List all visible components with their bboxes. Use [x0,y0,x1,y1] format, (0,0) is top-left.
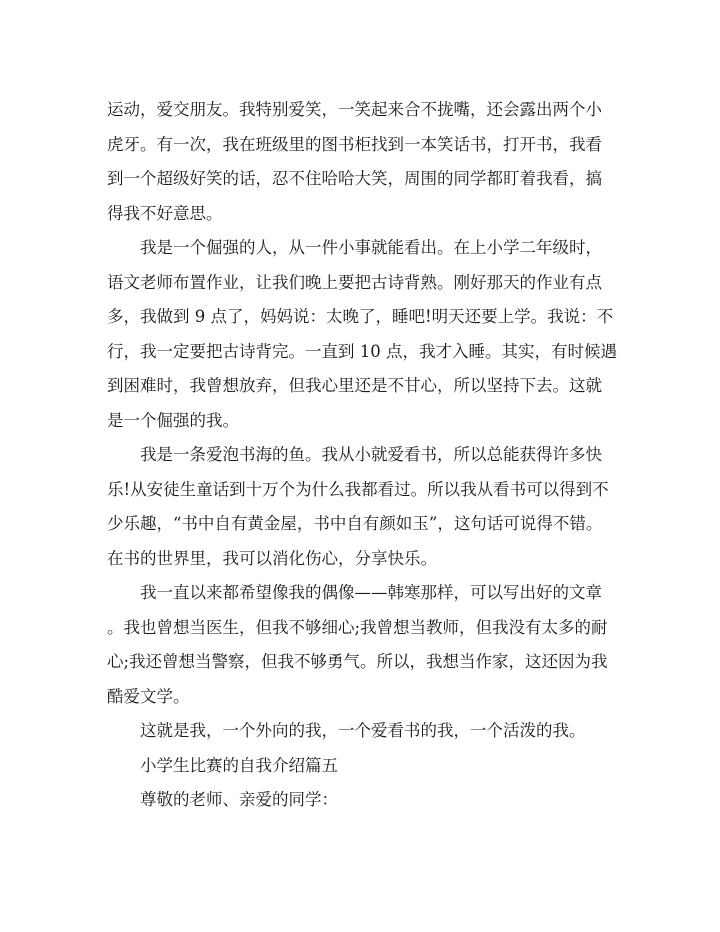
text-line: 我是一个倔强的人，从一件小事就能看出。在上小学二年级时， [140,238,602,257]
document-body [107,93,615,818]
text-line: 酷爱文学。 [107,686,190,706]
text-line: 运动，爱交朋友。我特别爱笑，一笑起来合不拢嘴，还会露出两个小 [107,100,602,119]
text-line: 少乐趣，“书中自有黄金屋，书中自有颜如玉”，这句话可说得不错。 [107,514,603,533]
text-line: 到困难时，我曾想放弃，但我心里还是不甘心，所以坚持下去。这就 [107,376,602,395]
text-line: 小学生比赛的自我介绍篇五 [140,755,338,775]
text-line: 我一直以来都希望像我的偶像——韩寒那样，可以写出好的文章 [140,583,602,602]
text-line: 尊敬的老师、亲爱的同学： [140,790,338,809]
text-line: 行，我一定要把古诗背完。一直到 10 点，我才入睡。其实，有时候遇 [107,341,617,361]
paragraph [107,714,615,749]
text-line: 语文老师布置作业，让我们晚上要把古诗背熟。刚好那天的作业有点 [107,272,602,292]
paragraph [107,438,615,576]
text-line: 虎牙。有一次，我在班级里的图书柜找到一本笑话书，打开书，我看 [107,134,602,154]
text-line: 到一个超级好笑的话，忍不住哈哈大笑，周围的同学都盯着我看，搞 [107,169,602,188]
paragraph [107,93,615,231]
text-line: 乐!从安徒生童话到十万个为什么我都看过。所以我从看书可以得到不 [107,479,609,499]
paragraph [107,576,615,714]
text-line: 。我也曾想当医生，但我不够细心;我曾想当教师，但我没有太多的耐 [107,617,608,637]
salutation [107,783,615,818]
text-line: 多，我做到 9 点了，妈妈说：太晚了，睡吧!明天还要上学。我说：不 [107,307,614,326]
text-line: 心;我还曾想当警察，但我不够勇气。所以，我想当作家，这还因为我 [107,652,608,671]
text-line: 是一个倔强的我。 [107,410,239,430]
section-heading [107,749,615,784]
text-line: 得我不好意思。 [107,203,223,223]
text-line: 我是一条爱泡书海的鱼。我从小就爱看书，所以总能获得许多快 [140,445,602,464]
text-line: 在书的世界里，我可以消化伤心，分享快乐。 [107,548,437,568]
paragraph [107,231,615,438]
text-line: 这就是我，一个外向的我，一个爱看书的我，一个活泼的我。 [140,721,586,740]
